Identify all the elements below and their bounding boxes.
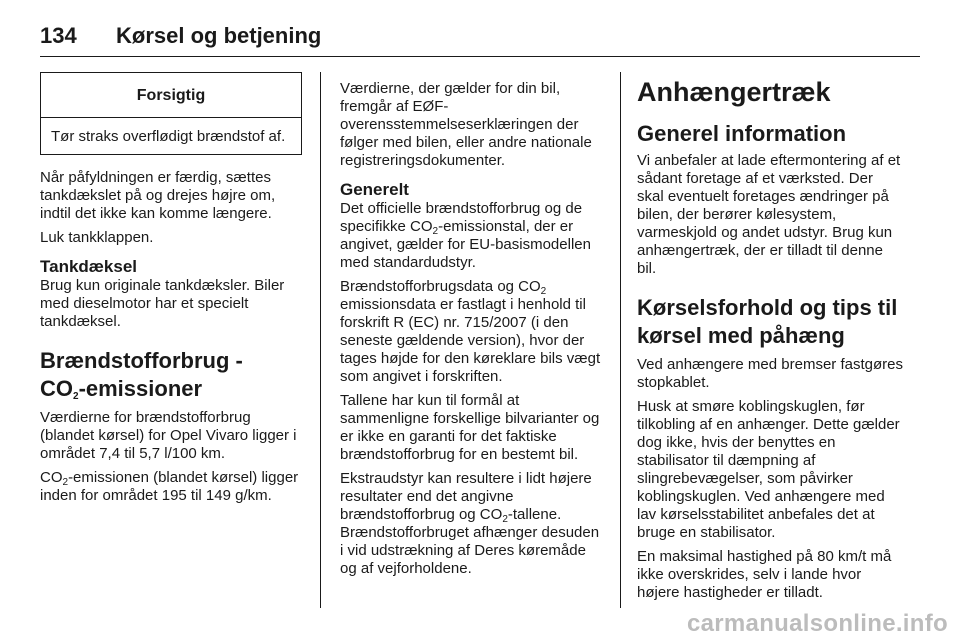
heading-general: Generelt [340, 180, 409, 199]
paragraph-retrofit: Vi anbefaler at lade eftermontering af et sådant foretage af et værksted. Der skal eventuelt foretages ændringer på bilen, der berører kølesystem, varmeskjold og andet udstyr. Brug kun anhængertræk, der er tilladt til denne bil. [637, 152, 901, 277]
official-sub: 2 [432, 226, 439, 237]
paragraph-extra-equipment [340, 470, 602, 578]
column-3 [637, 72, 903, 608]
paragraph-close-flap: Luk tankklappen. [40, 229, 154, 246]
co2-text-a: CO [40, 469, 63, 486]
heading-tank-cap: Tankdæksel [40, 257, 138, 276]
extra-text-b: -tallene. Brændstofforbruget afhænger desuden i vid udstrækning af Deres køremåde og af vejforholdene. [340, 506, 600, 577]
extra-sub: 2 [502, 514, 508, 525]
paragraph-consumption-data [340, 278, 602, 386]
official-text-b: -emissionstal, der er angivet, gælder for EU-basismodellen med standardudstyr. [340, 218, 591, 271]
data-text-a: Brændstofforbrugsdata og CO [340, 278, 541, 295]
chapter-title: Kørsel og betjening [116, 23, 322, 48]
official-text-a: Det officielle brændstofforbrug og de specifikke CO [340, 200, 583, 235]
column-1 [40, 72, 302, 511]
paragraph-co2-emission [40, 469, 302, 505]
extra-text-a: Ekstraudstyr kan resultere i lidt højere resultater end det angivne brændstofforbrug og CO [340, 470, 592, 523]
heading-fuel-co: CO [40, 376, 73, 401]
heading-driving-conditions: Kørselsforhold og tips til kørsel med påhæng [637, 295, 898, 348]
caution-box [40, 72, 302, 155]
column-divider-2 [620, 72, 621, 608]
paragraph-official-consumption [340, 200, 602, 272]
paragraph-max-speed: En maksimal hastighed på 80 km/t må ikke overskrides, selv i lande hvor højere hastigheder er tilladt. [637, 548, 892, 601]
heading-general-information: Generel information [637, 121, 847, 146]
caution-title: Forsigtig [41, 73, 301, 118]
page-number: 134 [40, 23, 77, 48]
heading-trailer-hitch: Anhængertræk [637, 77, 831, 107]
paragraph-refuel-finish: Når påfyldningen er færdig, sættes tankdækslet på og drejes højre om, indtil det ikke kan komme længere. [40, 169, 276, 222]
page-header [40, 16, 920, 57]
co2-sub: 2 [62, 477, 69, 488]
paragraph-comparison: Tallene har kun til formål at sammenligne forskellige bilvarianter og er ikke en garanti for det faktiske brændstofforbrug for en bestemt bil. [340, 392, 600, 463]
caution-text: Tør straks overflødigt brændstof af. [51, 128, 286, 145]
heading-fuel-consumption [40, 347, 302, 403]
watermark: carmanualsonline.info [686, 610, 948, 637]
column-divider-1 [320, 72, 321, 608]
data-sub: 2 [540, 286, 547, 297]
co2-text-b: -emissionen (blandet kørsel) ligger inden for området 195 til 149 g/km. [40, 469, 299, 504]
column-2 [340, 80, 602, 584]
data-text-b: emissionsdata er fastlagt i henhold til forskrift R (EC) nr. 715/2007 (i den seneste gældende version), hvor der tages højde for den køreklare bils vægt som angivet i forskriften. [340, 296, 601, 385]
heading-fuel-sub: 2 [73, 391, 79, 402]
paragraph-consumption-values: Værdierne for brændstofforbrug (blandet kørsel) for Opel Vivaro ligger i området 7,4 til 5,7 l/100 km. [40, 409, 297, 462]
heading-fuel-emissions: -emissioner [78, 376, 203, 401]
paragraph-values-vehicle: Værdierne, der gælder for din bil, fremgår af EØF-overensstemmelseserklæringen der følger med bilen, eller andre nationale registreringsdokumenter. [340, 80, 592, 169]
heading-fuel-line1: Brændstofforbrug - [40, 348, 243, 373]
paragraph-tank-cap: Brug kun originale tankdæksler. Biler med dieselmotor har et specielt tankdæksel. [40, 277, 285, 330]
paragraph-coupling-ball: Husk at smøre koblingskuglen, før tilkobling af en anhænger. Dette gælder dog ikke, hvis der benyttes en stabilisator til dæmpning af slingrebevægelser, som påvirker koblingskuglen. Ved anhængere med lav kørselsstabilitet anbefales det at bruge en stabilisator. [637, 398, 900, 541]
paragraph-brake-cable: Ved anhængere med bremser fastgøres stopkablet. [637, 356, 903, 391]
